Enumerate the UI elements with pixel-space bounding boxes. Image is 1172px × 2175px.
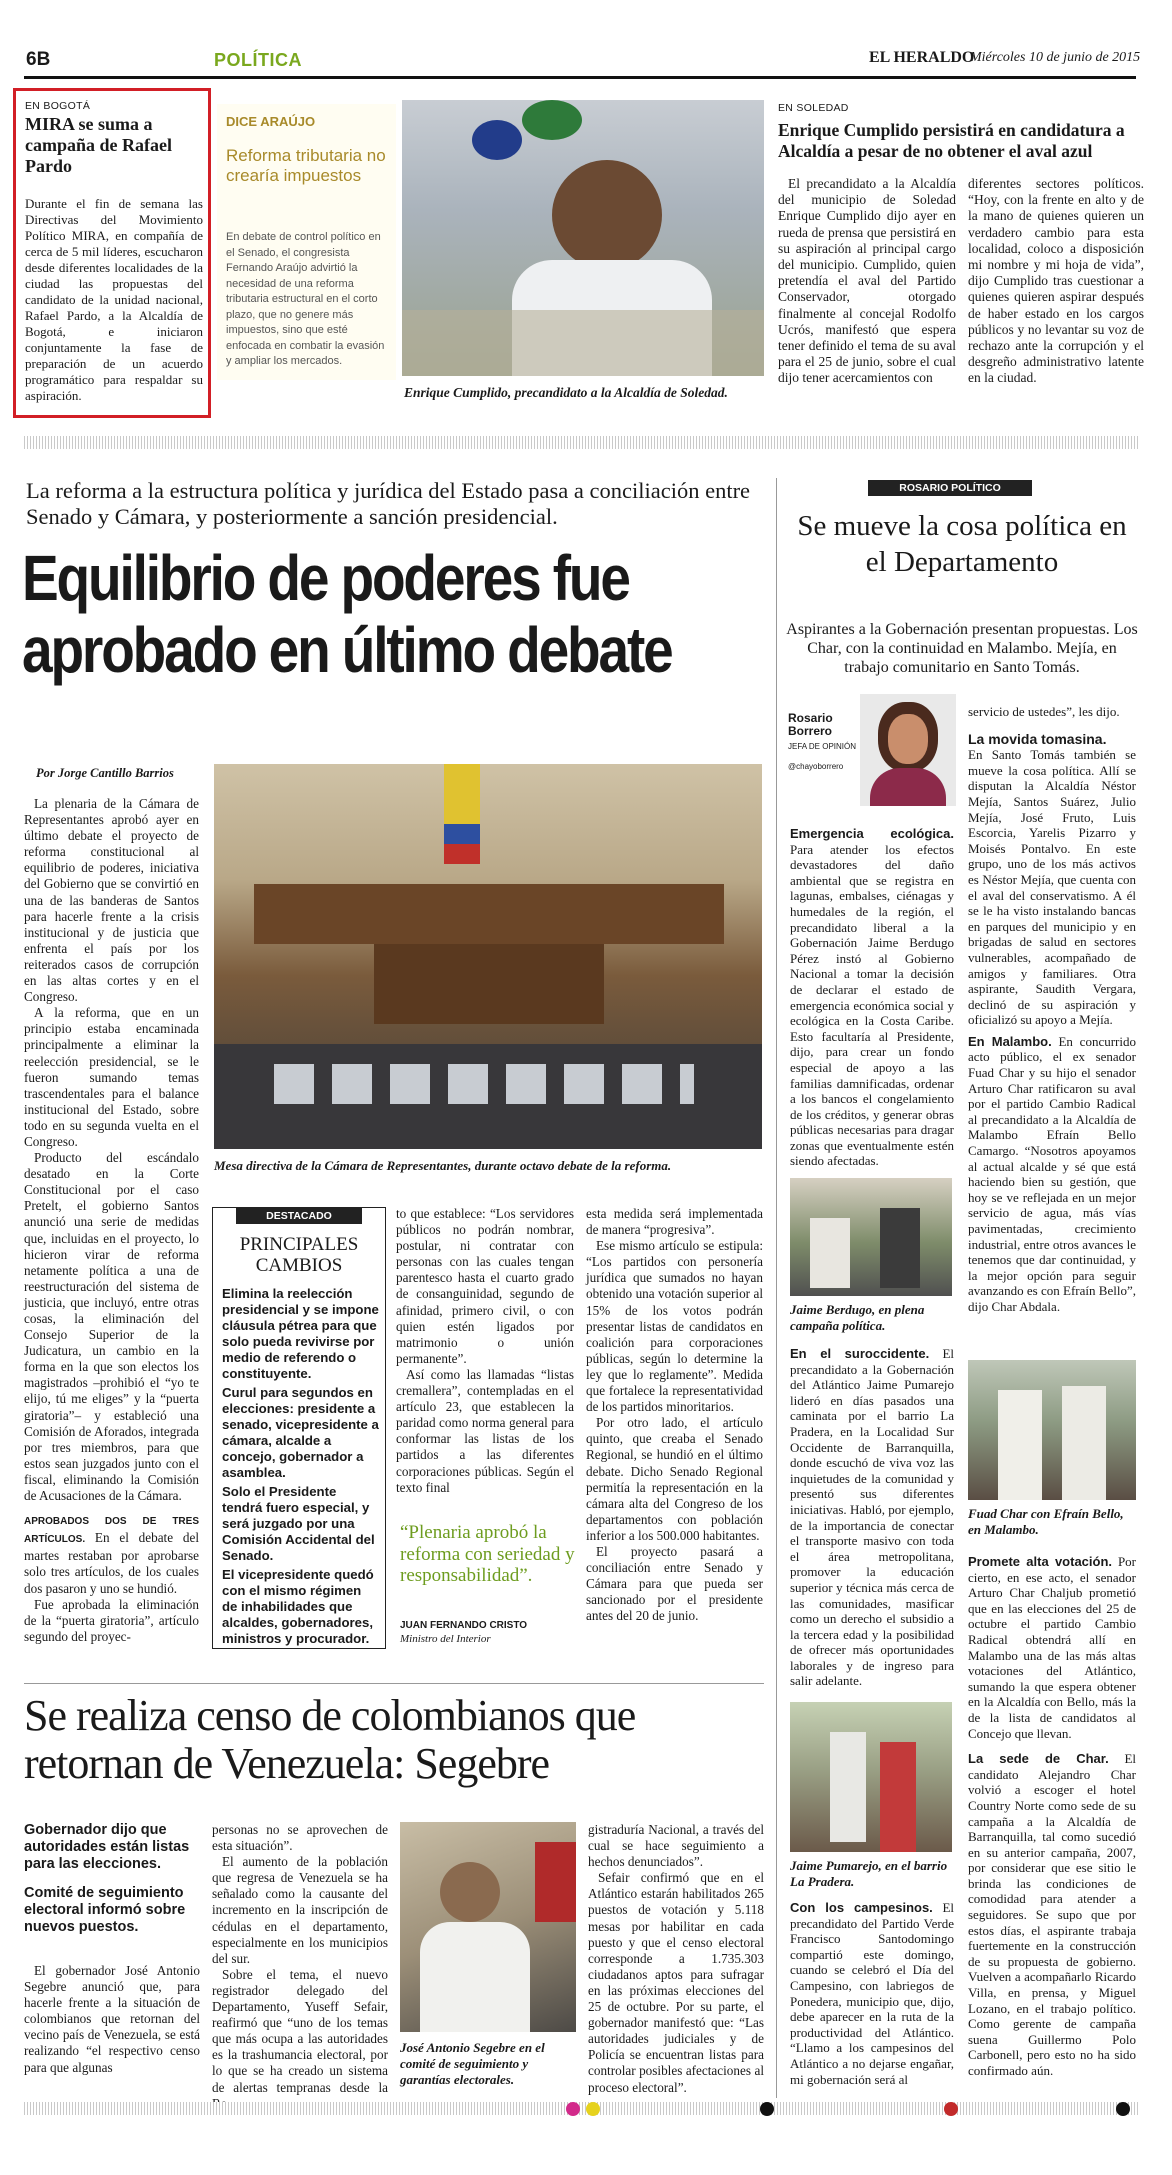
- censo-summary-2: Comité de seguimiento electoral informó sobre nuevos puestos.: [24, 1885, 186, 1935]
- main-paragraph: esta medida será implementada de manera “progresiva”.: [586, 1206, 763, 1238]
- print-mark: [586, 2102, 600, 2116]
- cumplido-paragraph-1: El precandidato a la Alcaldía del municipio de Soledad Enrique Cumplido dijo ayer en rueda de prensa que persistirá en su aspiración al principal cargo del municipio. Cumplido, quien pretendía el aval del Partido Conservador, otorgado finalmente al concejal Rodolfo Ucrós, manifestó que espera tener definido el tema de su aval para el 25 de junio, sobre el cual dijo tener acercamientos con: [778, 176, 956, 386]
- main-paragraph: La plenaria de la Cámara de Representantes aprobó ayer en último debate el proyecto de reforma constitucional al equilibrio de poderes, iniciativa del Gobierno que se convirtió en una de las banderas de Santos para hacerle frente a la crisis institucional y de justicia que enfrenta el país por los reiterados casos de corrupción en las altas cortes y en el Congreso.: [24, 796, 199, 1005]
- quote-name: JUAN FERNANDO CRISTO: [400, 1620, 528, 1631]
- main-headline: Equilibrio de poderes fue aprobado en último debate: [22, 542, 672, 686]
- char-caption: Fuad Char con Efraín Bello, en Malambo.: [968, 1506, 1124, 1537]
- main-paragraph: A la reforma, que en un principio estaba encaminada principalmente a eliminar la reelección presidencial, se le fueron sumando temas trascendentales para el balance institucional del Estado, sobre todo en su segunda vuelta en el Congreso.: [24, 1005, 199, 1149]
- rosario-emergencia: [790, 826, 954, 1169]
- print-mark: [1116, 2102, 1130, 2116]
- censo-divider: [24, 1683, 764, 1684]
- censo-col-1: [24, 1963, 200, 2076]
- votacion-text: Por cierto, en ese acto, el senador Arturo Char Chaljub prometió que en las elecciones del 25 de octubre el partido Cambio Radical obtendrá allí en Malambo una de las más altas votaciones del Atlántico, sumando la que espera obtener en la Alcaldía con Bello, más la de la lista de candidatos al Concejo que llevan.: [968, 1554, 1136, 1741]
- sede-subhead: La sede de Char.: [968, 1751, 1109, 1767]
- tomasina-subhead: La movida tomasina.: [968, 730, 1107, 747]
- malambo-subhead: En Malambo.: [968, 1033, 1052, 1049]
- destacado-item: El vicepresidente quedó con el mismo régimen de inhabilidades que alcaldes, gobernadores, ministros y procurador.: [222, 1567, 374, 1646]
- main-paragraph: Producto del escándalo desatado en la Corte Constitucional por el caso Pretelt, el gobierno Santos anunció una serie de medidas que, incluidas en el proyecto, lo hicieron virar de reforma netamente política a una de reestructuración del sistema de justicia, que incluyó, entre otras cosas, la eliminación del Consejo Superior de la Judicatura, un cambio en la forma en la que son electos los magistrados –prohibió el “yo te elijo, tú me eliges” y la “puerta giratoria”– y estableció una Comisión de Aforados, integrada por tres miembros, para que estos sean juzgados junto con el fiscal, eliminando la Comisión de Acusaciones de la Cámara.: [24, 1150, 199, 1504]
- rosario-headline: Se mueve la cosa política en el Departamento: [797, 510, 1127, 578]
- rosario-col-right-2: [968, 1554, 1136, 2079]
- cumplido-caption: Enrique Cumplido, precandidato a la Alcaldía de Soledad.: [404, 385, 728, 400]
- censo-paragraph: gistraduría Nacional, a través del cual se hace seguimiento a hechos denunciados”.: [588, 1822, 764, 1870]
- issue-date: Miércoles 10 de junio de 2015: [970, 50, 1141, 65]
- censo-headline: Se realiza censo de colombianos que retornan de Venezuela: Segebre: [24, 1691, 636, 1788]
- emergencia-text: Para atender los efectos devastadores del daño ambiental que se registra en lagunas, embalses, ciénagas y humedales de la región, el precandidato liberal a la Gobernación Jaime Berdugo Pérez instó al Gobierno Nacional a tomar la decisión de declarar el estado de emergencia económica social y ecológica en la Costa Caribe. Esto facultaría al Presidente, dijo, para crear un fondo especial de apoyo a las familias damnificadas, ordenar a los bancos el congelamiento de los créditos, y generar obras públicas necesarias para dragar zonas que eventualmente estén siendo afectadas.: [790, 841, 954, 1169]
- destacado-title: PRINCIPALES CAMBIOS: [239, 1234, 359, 1276]
- main-col-3: [396, 1206, 574, 1496]
- censo-paragraph: El aumento de la población que regresa de Venezuela se ha señalado como la causante del incremento en la inscripción de cédulas en el departamento, especialmente en los municipios del sur.: [212, 1854, 388, 1966]
- censo-paragraph: El gobernador José Antonio Segebre anunció que, para hacerle frente a la situación de colombianos que retornan del vecino país de Venezuela, se está realizando “el respectivo censo para que algunas: [24, 1963, 200, 2075]
- sede-text: El candidato Alejandro Char volvió a escoger el hotel Country Norte como sede de su campaña a la Alcaldía de Barranquilla, tal como sucedió en su anterior campaña, 2007, por considerar que ese sitio le brinda las condiciones de comodidad para atender a seguidores. Se supo que por estos días, el aspirante trabaja fuertemente en la construcción de su propuesta de gobierno. Vuelven a acompañarlo Ricardo Villa, en prensa, y Miguel Lozano, en el trabajo político. Como gerente de campaña suena Guillermo Polo Carbonell, pero esto no ha sido confirmado aún.: [968, 1751, 1136, 2078]
- censo-col-2: [212, 1822, 388, 2112]
- author-role: JEFA DE OPINIÓN: [788, 742, 857, 751]
- rosario-suroccidente: [790, 1346, 954, 1689]
- censo-paragraph: personas no se aprovechen de esta situación”.: [212, 1822, 388, 1854]
- araujo-title: Reforma tributaria no crearía impuestos: [226, 146, 386, 185]
- censo-col-4: [588, 1822, 764, 2096]
- print-mark: [566, 2102, 580, 2116]
- suroccidente-text: El precandidato a la Gobernación del Atlántico Jaime Pumarejo lideró en días pasados una caminata por el barrio La Pradera, en la Localidad Sur Occidente de Barranquilla, donde escuchó de viva voz las inquietudes de la comunidad y presentó sus diferentes iniciativas. Habló, por ejemplo, de la importancia de conectar el transporte masivo con toda el área metropolitana, promover la educación superior y técnica más cerca de las comunidades, masificar como un derecho el subsidio a la tercera edad y la posibilidad de ofrecer más oportunidades laborales y de ingreso para salir adelante.: [790, 1346, 955, 1689]
- main-paragraph: Así como las llamadas “listas cremallera”, contempladas en el artículo 23, que establecen la paridad como norma general para conformar las listas de los partidos a las diferentes corporaciones públicas. Según el texto final: [396, 1366, 574, 1495]
- cumplido-col-1: [778, 176, 956, 387]
- censo-summary-1: Gobernador dijo que autoridades están listas para las elecciones.: [24, 1822, 190, 1872]
- main-deck: La reforma a la estructura política y jurídica del Estado pasa a conciliación entre Senado y Cámara, y posteriormente a sanción presidencial.: [26, 478, 751, 529]
- segebre-photo: [400, 1822, 576, 2032]
- araujo-body: En debate de control político en el Senado, el congresista Fernando Araújo advirtió la necesidad de una reforma tributaria estructural en el corto plazo, que no genere más impuestos, sino que esté enfocada en combatir la evasión y ampliar los mercados.: [226, 231, 385, 367]
- araujo-kicker: DICE ARAÚJO: [226, 114, 316, 129]
- byline-prefix: Por: [36, 766, 55, 780]
- campesinos-subhead: Con los campesinos.: [790, 1900, 933, 1915]
- section-label: POLÍTICA: [214, 50, 302, 70]
- main-paragraph: Por otro lado, el artículo quinto, que creaba el Senado Regional, se hundió en el último debate. Dicho Senado Regional permitía la representación en la cámara alta del Congreso de los departamentos con población inferior a los 500.000 habitantes.: [586, 1415, 763, 1543]
- main-paragraph: En el debate del martes restaban por aprobarse solo tres artículos, de los cuales dos pasaron y uno se hundió.: [24, 1530, 199, 1596]
- main-paragraph: Ese mismo artículo se estipula: “Los partidos con personería jurídica que sumados no hayan obtenido una votación superior al 15% de los votos podrán presentar listas de candidatos en coalición para corporaciones públicas, según lo determine la ley que lo reglamente”. Medida que fortalece la representatividad de los partidos minoritarios.: [586, 1238, 763, 1415]
- segebre-caption: José Antonio Segebre en el comité de seguimiento y garantías electorales.: [400, 2040, 545, 2087]
- char-photo: [968, 1360, 1136, 1500]
- cumplido-kicker: EN SOLEDAD: [778, 102, 849, 114]
- suroccidente-subhead: En el suroccidente.: [790, 1346, 930, 1361]
- header-rule: [24, 76, 1136, 79]
- main-photo-caption: Mesa directiva de la Cámara de Representantes, durante octavo debate de la reforma.: [214, 1158, 672, 1173]
- berdugo-caption: Jaime Berdugo, en plena campaña política.: [790, 1302, 925, 1333]
- author-photo: [860, 694, 956, 806]
- destacado-list: [222, 1286, 380, 1647]
- destacado-item: Curul para segundos en elecciones: presidente a senado, vicepresidente a cámara, alcalde a concejo, gobernador a asamblea.: [222, 1385, 379, 1480]
- author-name: Rosario Borrero: [788, 711, 833, 738]
- main-col-4: [586, 1206, 763, 1624]
- cumplido-photo: [402, 100, 764, 376]
- rosario-deck: Aspirantes a la Gobernación presentan propuestas. Los Char, con la continuidad en Malambo. Mejía, en trabajo comunitario en Santo Tomás.: [786, 621, 1138, 676]
- print-mark: [760, 2102, 774, 2116]
- main-col-1: [24, 796, 199, 1645]
- mira-kicker: EN BOGOTÁ: [25, 100, 91, 112]
- byline-author: Jorge Cantillo Barrios: [57, 766, 174, 780]
- mira-title: MIRA se suma a campaña de Rafael Pardo: [25, 114, 172, 176]
- paper-name: EL HERALDO: [869, 49, 975, 66]
- main-paragraph: El proyecto pasará a conciliación entre Senado y Cámara para que pueda ser sancionado por el presidente antes del 20 de junio.: [586, 1543, 763, 1624]
- destacado-tag: DESTACADO: [236, 1208, 362, 1224]
- votacion-subhead: Promete alta votación.: [968, 1554, 1113, 1569]
- page-number: 6B: [26, 49, 51, 70]
- cumplido-title: Enrique Cumplido persistirá en candidatura a Alcaldía a pesar de no obtener el aval azul: [778, 120, 1125, 161]
- cumplido-paragraph-2: diferentes sectores políticos. “Hoy, con la frente en alto y de la mano de quienes quieren un verdadero cambio para esta localidad, coloco a disposición mi nombre y mi hoja de vida”, dijo Cumplido tras cuestionar a quienes quieren aspirar después de haber estado en los cargos públicos y no levantar su voz de rechazo ante la corrupción y el desgreño administrativo latente en la ciudad.: [968, 176, 1144, 386]
- top-divider: [24, 436, 1138, 449]
- print-mark: [944, 2102, 958, 2116]
- mira-body: Durante el fin de semana las Directivas del Movimiento Político MIRA, en compañía de cerca de 5 mil líderes, escucharon desde diferentes localidades de la ciudad las propuestas del candidato de la unidad nacional, Rafael Pardo, a la Alcaldía de Bogotá, e iniciaron conjuntamente la fase de preparación de un acuerdo programático para respaldar su aspiración.: [25, 196, 203, 403]
- pumarejo-caption: Jaime Pumarejo, en el barrio La Pradera.: [790, 1858, 948, 1889]
- main-byline: [36, 766, 174, 781]
- rosario-continued: servicio de ustedes”, les dijo.: [968, 704, 1120, 719]
- cumplido-col-2: [968, 176, 1144, 387]
- rosario-campesinos: [790, 1900, 954, 2087]
- emergencia-subhead: Emergencia ecológica.: [790, 826, 954, 841]
- tomasina-text: En Santo Tomás también se mueve la cosa política. Allí se disputan la Alcaldía Néstor Mejía, Santos Suárez, Julio Mejía, José Fruto, Luis Escorcia, Yarelis Pizarro y Moisés Pontalvo. En este grupo, uno de los más activos es Néstor Mejía, que cuenta con el aval del conservatismo. A él se le ha visto instalando bancas en parques del municipio y en brigadas de salud en sectores vulnerables, acompañado de amigos y familiares. Otra aspirante, Saudith Vergara, declinó de su aspiración y oficializó su apoyo a Mejía.: [968, 747, 1136, 1028]
- main-photo: [214, 764, 762, 1149]
- pull-quote: “Plenaria aprobó la reforma con seriedad y responsabilidad”.: [400, 1522, 575, 1586]
- censo-paragraph: Sefair confirmó que en el Atlántico estarán habilitados 265 puestos de votación y 5.118 mesas por habilitar en cada puesto y que el censo electoral corresponde a 1.735.303 ciudadanos aptos para sufragar en las próximas elecciones del 25 de octubre. Por su parte, el gobernador manifestó que: “Las autoridades judiciales y de Policía se encuentran listas para controlar posibles afectaciones al proceso electoral”.: [588, 1870, 764, 2095]
- destacado-item: Solo el Presidente tendrá fuero especial, y será juzgado por una Comisión Accidental del Senado.: [222, 1484, 375, 1563]
- main-paragraph: Fue aprobada la eliminación de la “puerta giratoria”, artículo segundo del proyec-: [24, 1596, 199, 1644]
- berdugo-photo: [790, 1178, 952, 1296]
- bottom-divider: [24, 2102, 1138, 2115]
- rosario-tag: ROSARIO POLÍTICO: [868, 480, 1032, 496]
- campesinos-text: El precandidato del Partido Verde Francisco Santodomingo compartió este domingo, cuando se celebró el Día del Campesino, con labriegos de Ponedera, municipio que, dijo, debe aparecer en la ruta de la productividad del Atlántico. “Llamo a los campesinos del Atlántico a no dejarse engañar, mi gobernación será al: [790, 1900, 954, 2087]
- censo-paragraph: Sobre el tema, el nuevo registrador delegado del Departamento, Yuseff Sefair, reafirmó que “uno de los temas que más ocupa a las autoridades es la trashumancia electoral, por lo que se ha creado un sistema de alertas tempranas desde la: [212, 1966, 388, 2095]
- author-handle: @chayoborrero: [788, 762, 844, 771]
- destacado-item: Elimina la reelección presidencial y se impone cláusula pétrea para que solo pueda revivirse por medio de referendo o constituyente.: [222, 1286, 379, 1381]
- main-paragraph: to que establece: “Los servidores públicos no podrán nombrar, postular, ni contratar con personas con las cuales tengan parentesco hasta el cuarto grado de consanguinidad, segundo de afinidad, primero civil, o con quien estén ligados por matrimonio o unión permanente”.: [396, 1206, 574, 1366]
- censo-summary: [24, 1822, 200, 1936]
- malambo-text: En concurrido acto público, el ex senador Fuad Char y su hijo el senador Arturo Char ratificaron su aval por el partido Cambio Radical al precandidato a la Alcaldía de Malambo Efraín Bello Camargo. “Nosotros apoyamos al actual alcalde y sé que está haciendo bien su gestión, que hoy se ve reflejada en un mejor servicio de agua, más vías pavimentadas, crecimiento industrial, entre otros avances le tenemos que dar continuidad, y la mejor opción para seguir avanzando es con Efraín Bello”, dijo Char Abdala.: [968, 1033, 1136, 1314]
- rosario-col-right: [968, 704, 1136, 1315]
- pumarejo-photo: [790, 1702, 952, 1852]
- sidebar-divider: [776, 478, 777, 2098]
- quote-role: Ministro del Interior: [400, 1633, 491, 1645]
- main-subhead: APROBADOS DOS DE TRES ARTÍCULOS.: [24, 1516, 199, 1546]
